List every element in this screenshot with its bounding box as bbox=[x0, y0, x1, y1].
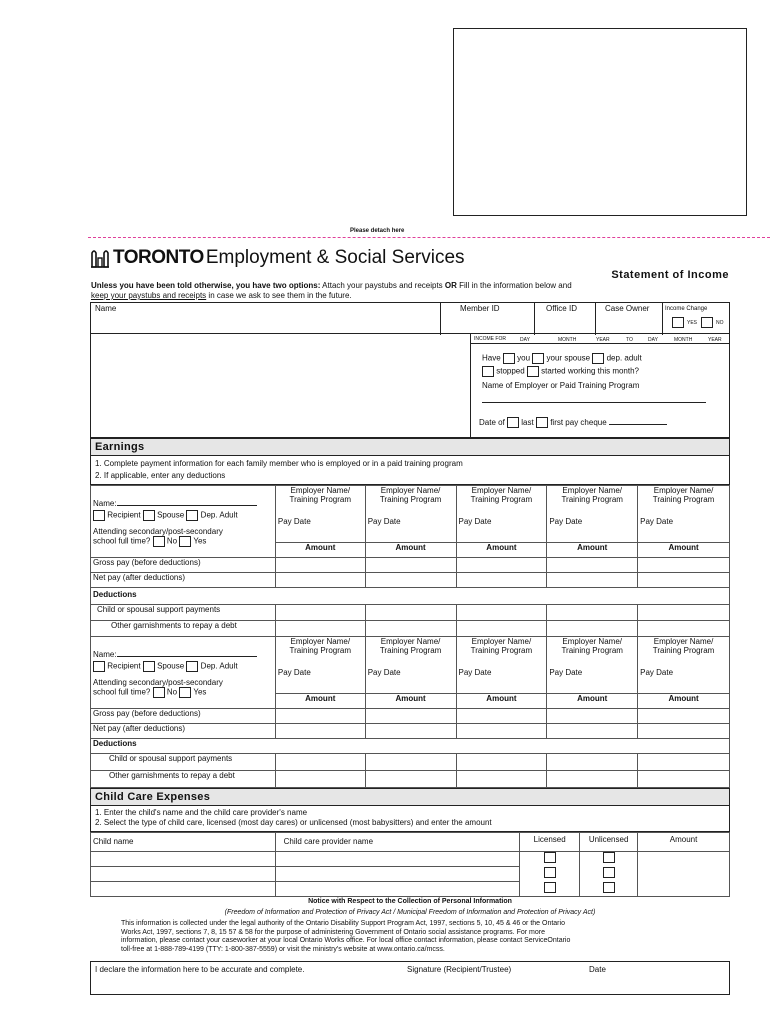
employer-col-line2: Training Program bbox=[561, 495, 623, 504]
earnings-instr-2: 2. If applicable, enter any deductions bbox=[95, 471, 226, 480]
earnings-instructions bbox=[90, 456, 730, 485]
divider bbox=[470, 333, 471, 439]
stopped-label: stopped bbox=[496, 366, 525, 376]
amount-cell[interactable] bbox=[365, 573, 456, 588]
employer-col-line1: Employer Name/ bbox=[380, 486, 441, 495]
spouse-checkbox[interactable] bbox=[143, 661, 155, 672]
name-input[interactable] bbox=[95, 315, 435, 329]
amount-header: Amount bbox=[547, 543, 638, 558]
amount-cell[interactable] bbox=[275, 754, 365, 771]
intro-or: OR bbox=[444, 281, 457, 290]
earnings-block-2 bbox=[90, 636, 730, 788]
to-label: TO bbox=[626, 337, 633, 343]
last-checkbox[interactable] bbox=[507, 417, 519, 428]
employer-col-line1: Employer Name/ bbox=[380, 637, 441, 646]
garnishment-row bbox=[91, 771, 730, 788]
amount-cell[interactable] bbox=[365, 605, 456, 621]
month2-label: MONTH bbox=[674, 337, 693, 343]
intro-rest: Attach your paystubs and receipts bbox=[322, 281, 443, 290]
employer-col-2[interactable] bbox=[365, 637, 456, 694]
earnings-block-1 bbox=[90, 485, 730, 637]
employer-col-line1: Employer Name/ bbox=[471, 486, 532, 495]
net-pay-label: Net pay (after deductions) bbox=[91, 724, 276, 739]
net-pay-row bbox=[91, 573, 730, 588]
member-id-label: Member ID bbox=[460, 304, 500, 313]
have-spouse-checkbox[interactable] bbox=[532, 353, 544, 364]
amount-cell[interactable] bbox=[365, 558, 456, 573]
employer-col-line2: Training Program bbox=[652, 646, 715, 655]
amount-cell[interactable] bbox=[638, 771, 730, 788]
amount-cell[interactable] bbox=[638, 605, 730, 621]
school-label: school full time? bbox=[93, 536, 151, 546]
amount-cell[interactable] bbox=[456, 754, 547, 771]
deductions-label: Deductions bbox=[91, 588, 730, 605]
dep-adult-checkbox[interactable] bbox=[186, 510, 198, 521]
no-label: NO bbox=[716, 320, 724, 326]
provider-cell[interactable] bbox=[275, 882, 520, 897]
net-pay-row bbox=[91, 724, 730, 739]
have-dep-adult-checkbox[interactable] bbox=[592, 353, 604, 364]
spouse-label: Spouse bbox=[157, 661, 185, 671]
day-label: DAY bbox=[520, 337, 530, 343]
employer-col-line2: Training Program bbox=[379, 495, 442, 504]
amount-cell[interactable] bbox=[638, 709, 730, 724]
amount-cell[interactable] bbox=[456, 573, 547, 588]
intro-text bbox=[91, 281, 731, 301]
child-support-label: Child or spousal support payments bbox=[91, 605, 276, 621]
gross-pay-label: Gross pay (before deductions) bbox=[91, 709, 276, 724]
employer-col-line2: Training Program bbox=[470, 646, 533, 655]
no-label: No bbox=[166, 536, 178, 546]
garnishment-label: Other garnishments to repay a debt bbox=[91, 771, 276, 788]
dep-adult-checkbox[interactable] bbox=[186, 661, 198, 672]
licensed-header: Licensed bbox=[520, 833, 580, 852]
childcare-row bbox=[91, 852, 730, 867]
amount-cell[interactable] bbox=[638, 724, 730, 739]
amount-cell[interactable] bbox=[275, 724, 365, 739]
amount-cell[interactable] bbox=[547, 754, 638, 771]
notice-line-4: toll-free at 1-888-789-4199 (TTY: 1-800-387-5559) or visit the ministry's website at www.ontario.ca/mcss. bbox=[121, 945, 445, 953]
attending-label: Attending secondary/post-secondary bbox=[93, 678, 223, 687]
employer-col-2[interactable] bbox=[365, 486, 456, 543]
started-label: started working this month? bbox=[541, 366, 639, 376]
divider bbox=[534, 303, 535, 335]
pay-date-label: Pay Date bbox=[640, 517, 674, 526]
amount-header: Amount bbox=[638, 833, 730, 852]
spouse-label: your spouse bbox=[546, 353, 591, 363]
amount-cell[interactable] bbox=[365, 771, 456, 788]
spouse-label: Spouse bbox=[157, 510, 185, 520]
pay-date-label: Pay Date bbox=[549, 668, 583, 677]
licensed-checkbox[interactable] bbox=[544, 867, 556, 878]
member-cell bbox=[91, 637, 276, 709]
unlicensed-checkbox[interactable] bbox=[603, 867, 615, 878]
amount-header: Amount bbox=[365, 543, 456, 558]
recipient-checkbox[interactable] bbox=[93, 661, 105, 672]
notice-line-2: Works Act, 1997, sections 7, 8, 15 57 & 58 for the purpose of administering Government of Ontario social assistance programs. For more bbox=[121, 928, 545, 936]
child-name-cell[interactable] bbox=[91, 867, 276, 882]
employer-col-line1: Employer Name/ bbox=[653, 486, 714, 495]
employer-col-line1: Employer Name/ bbox=[562, 486, 622, 495]
amount-cell[interactable] bbox=[547, 771, 638, 788]
dep-adult-label: Dep. Adult bbox=[200, 661, 238, 671]
divider bbox=[662, 303, 663, 335]
school-no-checkbox[interactable] bbox=[153, 536, 165, 547]
have-row bbox=[482, 353, 642, 364]
form-title: Statement of Income bbox=[611, 269, 729, 281]
garnishment-row bbox=[91, 621, 730, 637]
toronto-logo bbox=[90, 244, 465, 268]
childcare-row bbox=[91, 867, 730, 882]
pay-date-label: Pay Date bbox=[640, 668, 674, 677]
declaration-text: I declare the information here to be accurate and complete. bbox=[95, 965, 305, 974]
amount-cell[interactable] bbox=[638, 621, 730, 637]
employer-name-label: Name of Employer or Paid Training Program bbox=[482, 381, 640, 390]
stopped-row bbox=[482, 366, 639, 377]
member-type-row bbox=[93, 510, 273, 521]
provider-name-header: Child care provider name bbox=[275, 833, 520, 852]
first-pay-label: first pay cheque bbox=[550, 418, 607, 427]
recipient-label: Recipient bbox=[107, 661, 141, 671]
unlicensed-checkbox[interactable] bbox=[603, 882, 615, 893]
school-yes-checkbox[interactable] bbox=[179, 536, 191, 547]
income-change-label: Income Change bbox=[665, 306, 708, 312]
amount-cell[interactable] bbox=[365, 709, 456, 724]
amount-cell[interactable] bbox=[365, 724, 456, 739]
amount-header: Amount bbox=[638, 694, 730, 709]
started-checkbox[interactable] bbox=[527, 366, 539, 377]
employer-col-line1: Employer Name/ bbox=[290, 486, 351, 495]
detach-label: Please detach here bbox=[350, 228, 405, 234]
member-name-line[interactable] bbox=[117, 649, 257, 657]
employer-col-line1: Employer Name/ bbox=[562, 637, 622, 646]
amount-cell[interactable] bbox=[456, 709, 547, 724]
pay-date-label: Pay Date bbox=[458, 668, 492, 677]
employer-col-4[interactable] bbox=[547, 637, 638, 694]
member-name-row bbox=[93, 649, 273, 659]
garnishment-label: Other garnishments to repay a debt bbox=[91, 621, 276, 637]
yes-label: Yes bbox=[193, 687, 207, 697]
date-of-label: Date of bbox=[479, 418, 505, 427]
day2-label: DAY bbox=[648, 337, 658, 343]
amount-header: Amount bbox=[365, 694, 456, 709]
year-label: YEAR bbox=[596, 337, 610, 343]
income-for-label: INCOME FOR bbox=[474, 336, 506, 342]
amount-cell[interactable] bbox=[547, 558, 638, 573]
stopped-checkbox[interactable] bbox=[482, 366, 494, 377]
deductions-row bbox=[91, 588, 730, 605]
amount-cell[interactable] bbox=[638, 852, 730, 867]
pay-date-label: Pay Date bbox=[458, 517, 492, 526]
date-of-row bbox=[479, 416, 667, 428]
last-label: last bbox=[521, 418, 534, 427]
child-name-header: Child name bbox=[91, 833, 276, 852]
employer-name-line[interactable] bbox=[482, 402, 706, 403]
school-no-checkbox[interactable] bbox=[153, 687, 165, 698]
office-id-label: Office ID bbox=[546, 304, 577, 313]
amount-cell[interactable] bbox=[638, 882, 730, 897]
employer-col-line1: Employer Name/ bbox=[471, 637, 532, 646]
earnings-instr-1: 1. Complete payment information for each family member who is employed or in a paid training program bbox=[95, 459, 463, 468]
notice-line-3: information, please contact your caseworker at your local Ontario Works office. For local office contact information, please contact ServiceOntario bbox=[121, 937, 571, 944]
amount-cell[interactable] bbox=[275, 558, 365, 573]
divider bbox=[595, 303, 596, 335]
employer-col-line1: Employer Name/ bbox=[653, 637, 714, 646]
amount-cell[interactable] bbox=[275, 709, 365, 724]
amount-header: Amount bbox=[275, 543, 365, 558]
notice-body bbox=[121, 920, 701, 954]
member-cell bbox=[91, 486, 276, 558]
name-label: Name bbox=[95, 304, 117, 313]
amount-cell[interactable] bbox=[547, 605, 638, 621]
intro-line2-rest: in case we ask to see them in the future. bbox=[208, 291, 352, 300]
name-label: Name: bbox=[93, 499, 117, 508]
recipient-label: Recipient bbox=[107, 510, 141, 520]
school-row bbox=[93, 687, 273, 698]
employer-col-line2: Training Program bbox=[379, 646, 442, 655]
amount-cell[interactable] bbox=[365, 621, 456, 637]
employer-col-3[interactable] bbox=[456, 486, 547, 543]
notice-line-1: This information is collected under the legal authority of the Ontario Disability Support Program Act, 1997, sections 5, 10, 45 & 46 or the Ontario bbox=[121, 920, 565, 927]
amount-header: Amount bbox=[456, 543, 547, 558]
name-label: Name: bbox=[93, 650, 117, 659]
unlicensed-header: Unlicensed bbox=[580, 833, 638, 852]
earnings-header bbox=[90, 438, 730, 456]
pay-date-label: Pay Date bbox=[549, 517, 583, 526]
employer-col-line2: Training Program bbox=[289, 646, 352, 655]
amount-cell[interactable] bbox=[275, 573, 365, 588]
licensed-checkbox[interactable] bbox=[544, 852, 556, 863]
member-name-row bbox=[93, 498, 273, 508]
first-checkbox[interactable] bbox=[536, 417, 548, 428]
city-hall-icon bbox=[90, 248, 110, 268]
member-name-line[interactable] bbox=[117, 498, 257, 506]
childcare-instructions bbox=[90, 806, 730, 832]
pay-date-label: Pay Date bbox=[367, 668, 401, 677]
pay-date-label: Pay Date bbox=[367, 517, 401, 526]
gross-pay-row bbox=[91, 709, 730, 724]
childcare-header bbox=[90, 788, 730, 806]
pay-cheque-line[interactable] bbox=[609, 416, 667, 425]
deductions-label: Deductions bbox=[91, 739, 730, 754]
child-support-row bbox=[91, 605, 730, 621]
amount-cell[interactable] bbox=[638, 754, 730, 771]
amount-cell[interactable] bbox=[456, 558, 547, 573]
amount-header: Amount bbox=[547, 694, 638, 709]
detach-line bbox=[88, 237, 770, 238]
amount-cell[interactable] bbox=[547, 573, 638, 588]
amount-cell[interactable] bbox=[638, 867, 730, 882]
amount-cell[interactable] bbox=[547, 621, 638, 637]
yes-label: Yes bbox=[193, 536, 207, 546]
income-change-yes-checkbox[interactable] bbox=[672, 317, 684, 328]
year2-label: YEAR bbox=[708, 337, 722, 343]
school-row bbox=[93, 536, 273, 547]
divider bbox=[470, 343, 729, 344]
dep-adult-label: Dep. Adult bbox=[200, 510, 238, 520]
intro-rest2: Fill in the information below and bbox=[459, 281, 572, 290]
child-support-label: Child or spousal support payments bbox=[91, 754, 276, 771]
employer-col-line2: Training Program bbox=[289, 495, 352, 504]
amount-cell[interactable] bbox=[638, 558, 730, 573]
divider bbox=[91, 333, 729, 334]
amount-cell[interactable] bbox=[275, 771, 365, 788]
gross-pay-row bbox=[91, 558, 730, 573]
employer-col-1[interactable] bbox=[275, 486, 365, 543]
child-name-cell[interactable] bbox=[91, 882, 276, 897]
signature-label: Signature (Recipient/Trustee) bbox=[407, 965, 512, 974]
school-label: school full time? bbox=[93, 687, 151, 697]
childcare-instr-1: 1. Enter the child's name and the child care provider's name bbox=[95, 808, 308, 817]
spouse-checkbox[interactable] bbox=[143, 510, 155, 521]
yes-label: YES bbox=[687, 320, 698, 326]
employer-col-line1: Employer Name/ bbox=[290, 637, 351, 646]
amount-cell[interactable] bbox=[638, 573, 730, 588]
childcare-table bbox=[90, 832, 730, 897]
licensed-checkbox[interactable] bbox=[544, 882, 556, 893]
declaration-box bbox=[90, 961, 730, 995]
child-name-cell[interactable] bbox=[91, 852, 276, 867]
attachment-box bbox=[453, 28, 747, 216]
intro-bold: Unless you have been told otherwise, you have two options: bbox=[91, 281, 321, 290]
case-owner-label: Case Owner bbox=[605, 304, 650, 313]
income-change-no-checkbox[interactable] bbox=[701, 317, 713, 328]
employer-col-line2: Training Program bbox=[470, 495, 533, 504]
amount-cell[interactable] bbox=[547, 724, 638, 739]
have-you-checkbox[interactable] bbox=[503, 353, 515, 364]
employer-col-5[interactable] bbox=[638, 637, 730, 694]
employer-col-line2: Training Program bbox=[652, 495, 715, 504]
recipient-checkbox[interactable] bbox=[93, 510, 105, 521]
childcare-title: Child Care Expenses bbox=[95, 791, 211, 803]
employer-col-5[interactable] bbox=[638, 486, 730, 543]
logo-dept: Employment & Social Services bbox=[205, 247, 465, 268]
divider bbox=[440, 303, 441, 335]
amount-header: Amount bbox=[456, 694, 547, 709]
amount-cell[interactable] bbox=[456, 724, 547, 739]
member-type-row bbox=[93, 661, 273, 672]
employer-col-line2: Training Program bbox=[561, 646, 623, 655]
month-label: MONTH bbox=[558, 337, 577, 343]
unlicensed-checkbox[interactable] bbox=[603, 852, 615, 863]
employer-col-4[interactable] bbox=[547, 486, 638, 543]
notice-acts: (Freedom of Information and Protection of Privacy Act / Municipal Freedom of Information and Protection of Privacy Act) bbox=[224, 909, 596, 916]
you-label: you bbox=[517, 353, 531, 363]
dep-adult-label: dep. adult bbox=[606, 353, 642, 363]
provider-cell[interactable] bbox=[275, 867, 520, 882]
intro-underline: keep your paystubs and receipts bbox=[91, 291, 207, 300]
amount-cell[interactable] bbox=[275, 605, 365, 621]
childcare-instr-2: 2. Select the type of child care, licensed (most day cares) or unlicensed (most babysitters) and enter the amount bbox=[95, 818, 492, 827]
no-label: No bbox=[166, 687, 178, 697]
provider-cell[interactable] bbox=[275, 852, 520, 867]
top-section bbox=[90, 302, 730, 438]
gross-pay-label: Gross pay (before deductions) bbox=[91, 558, 276, 573]
amount-cell[interactable] bbox=[547, 709, 638, 724]
date-label: Date bbox=[589, 965, 606, 974]
deductions-row bbox=[91, 739, 730, 754]
amount-header: Amount bbox=[638, 543, 730, 558]
childcare-row bbox=[91, 882, 730, 897]
employer-col-1[interactable] bbox=[275, 637, 365, 694]
amount-cell[interactable] bbox=[275, 621, 365, 637]
net-pay-label: Net pay (after deductions) bbox=[91, 573, 276, 588]
notice-title: Notice with Respect to the Collection of Personal Information bbox=[308, 898, 512, 905]
employer-col-3[interactable] bbox=[456, 637, 547, 694]
logo-city: TORONTO bbox=[113, 247, 204, 268]
amount-cell[interactable] bbox=[365, 754, 456, 771]
earnings-title: Earnings bbox=[95, 441, 145, 453]
pay-date-label: Pay Date bbox=[277, 668, 311, 677]
have-label: Have bbox=[482, 353, 501, 363]
amount-cell[interactable] bbox=[456, 621, 547, 637]
amount-header: Amount bbox=[275, 694, 365, 709]
amount-cell[interactable] bbox=[456, 771, 547, 788]
amount-cell[interactable] bbox=[456, 605, 547, 621]
child-support-row bbox=[91, 754, 730, 771]
attending-label: Attending secondary/post-secondary bbox=[93, 527, 223, 536]
school-yes-checkbox[interactable] bbox=[179, 687, 191, 698]
pay-date-label: Pay Date bbox=[277, 517, 311, 526]
